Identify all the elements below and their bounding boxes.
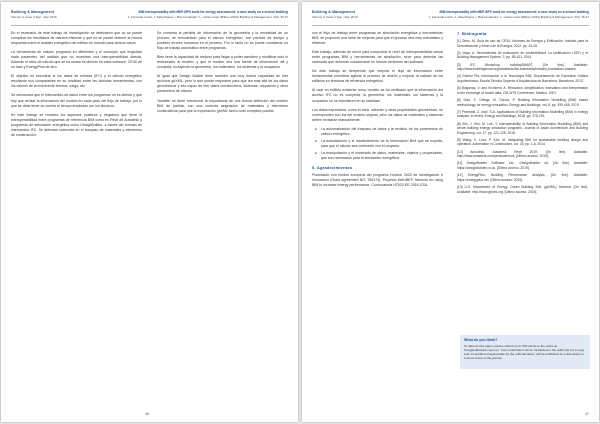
reference-item: [12] EnergyPlus, Building Performance Analysis, [On line]. Available: https://energyplus.net, [Último acceso: 2019]. xyxy=(457,173,588,182)
paragraph: Este trabajo, además de servir para comprobar el nivel de interoperabilidad actual entre programas BIM y herramientas de simulación, sirve para detectar las carencias que deberían solucionarse en futuras versiones del software. xyxy=(312,50,443,65)
paragraph: En el escenario de este trabajo de investigación se detectaron que no se puede comparar los resultados de manera eficiente y que no se puede obtener la misma respuesta sobre el análisis energético del edificio en estudio para ambos casos. xyxy=(11,31,142,46)
journal-volume: Volume 3, Issue 3 Sep - Dec 2019 xyxy=(11,15,57,19)
reference-item: [10] Autodesk, Autodesk Revit 2019, [On line]. Available: http://www.autodesk.com/products/revit, [Último acceso: 2019]. xyxy=(457,149,588,159)
reference-item: [2] Vega, A. Herramientas de evaluación de sostenibilidad: La certificación LEED y el Building Management System, 2, pp. 89-101, 2014. xyxy=(457,50,588,60)
list-item: ■ La actualización y el mantenimiento de la información BIM que se exporta, para que el cálculo sea coherente con el proyecto. xyxy=(318,139,443,149)
reference-item: [8] Kim, J. Kim, M. Lee, Y. Interoperability of Building Information Modelling (BIM) and whole building energy simulation programs, Journal of Asian Architecture and Building Engineering, vol. 17, pp. 121-128, 2018. xyxy=(457,121,588,135)
journal-volume: Volume 3, Issue 3 Sep - Dec 2019 xyxy=(312,15,358,19)
list-item: ■ La manipulación y el modelado de datos, materiales, objetos y propiedades, que son necesarios para la simulación energética. xyxy=(318,151,443,161)
paragraph: La herramienta de cálculo programa en diferentes y el concepto que engloban cada parámetro del análisis que no muestran una interoperabilidad directa. Además el valor de cálculo que se ha usado es distinto en cada software, CE3X de un lado y EnergyPlus de otro. xyxy=(11,50,142,70)
paragraph: con el flujo de trabajo entre programas de simulación energética y herramientas BIM, se proponen una serie de mejoras para que el proceso sea más automático y eficiente. xyxy=(312,31,443,46)
paragraph: Se demuestra que el intercambio de datos entre los programas no es directo y que hay que revisar la información del modelo en cada paso del flujo de trabajo, por lo que se debe tener en cuenta el tiempo empleado por los técnicos. xyxy=(11,93,142,108)
journal-name: Building & Management xyxy=(11,10,55,14)
acknowledgements-text: Financiado con fondos europeos del programa Horizon 2020 de investigación e innovación (Grant agreement NO. 754174). Proyecto NetUBEP, Network for using BIM to increase energy performance. Convocatoria H2020-EE-2016-CSA. xyxy=(312,173,443,188)
discussion-box-title: What do you think? xyxy=(464,338,498,342)
left-column-1 xyxy=(11,31,142,142)
reference-item: [5] Bazjanac, V. and Kiviniemi, A. Reduction, simplification, translation and interpretation in the exchange of model data, CIB W78 Conference, Maribor, 2007. xyxy=(457,86,588,95)
reference-item: [4] Gómez Pla, Introducción a la Tecnología BIM, Departamento de Expresión Gráfica Arquitectónica, Escola Tècnica Superior d'Arquitectura de Barcelona, Barcelona, 2013. xyxy=(457,74,588,83)
reference-item: [9] Wang, X. Love, P. Kim, M. Integrating BIM for sustainable building design and operation, Automation in Construction, vol. 34, pp. 1-8, 2014. xyxy=(457,137,588,147)
paragraph: Al igual que Design Builder tiene también una muy buena capacidad de leer archivos gbXML, pero lo que puede mejorarse para que lea más allá de los datos geométricos y sea capaz de leer datos constructivos, sistemas, ocupación y otros parámetros de cálculo. xyxy=(157,74,288,94)
left-page xyxy=(1,2,298,422)
left-column-2 xyxy=(157,31,288,118)
page-number-right: 47 xyxy=(585,412,589,416)
list-item: ■ La automatización del traspaso de datos y la revisión de los parámetros de cálculo energético. xyxy=(318,127,443,137)
reference-item: [11] DesignBuilder Software Ltd., DesignBuilder v6, [On line]. Available: https://designbuilder.co.uk, [Último acceso: 2019]. xyxy=(457,161,588,171)
section-heading-acknowledgements: 6. Agradecimientos xyxy=(312,164,353,170)
conclusion-list xyxy=(318,127,443,161)
discussion-box-text: To discuss this paper, please submit up to 500 words to the editor at bma@edificacion.upm.es. Your contribution will be forwarded to the author(s) for a reply and, if considered appropriate by the editorial panel, will be published as a discussion in a future issue of the journal. xyxy=(464,343,585,361)
right-page xyxy=(302,2,599,422)
article-title-header: BIM interoperability with MEP-BPS tools for energy assessment: a case study on a school building xyxy=(439,10,589,14)
discussion-box xyxy=(460,335,590,369)
article-title-header: BIM interoperability with MEP-BPS tools for energy assessment: a case study on a school building xyxy=(138,10,288,14)
paragraph: En este trabajo se muestra los aspectos positivos y negativos que tiene la interoperabilidad entre programas de referencia BIM como es Revit de Autodesk y programas de simulación energética como DesignBuilder, a través del formato de intercambio IFC. Se detectan carencias en el traspaso de materiales y elementos de construcción. xyxy=(11,112,142,137)
section-heading-references: 7. Bibliografía xyxy=(457,31,487,36)
reference-item: [6] Sola, S. Ortega, M. Ochoa, P. Building Information Modelling (BIM) based methodology for energy simulation, Energy and Buildings, vol. 8, pp. 399-408, 2019. xyxy=(457,97,588,107)
reference-item: [7] Pezeshki, Z. Ivari, S.A. Applications of Building Information Modelling (BIM) in energy analysis: a review, Energy and Buildings, 2018, pp. 278-291. xyxy=(457,109,588,119)
article-authors-header: J. Ferrando-Lorda, J. Sala-Pujana, I. Bas-Fernández, L. Lázaro-Juan (Bilbao (2019) Building & Management. 3(3): 36-47 xyxy=(428,15,589,19)
right-column-2 xyxy=(457,31,588,197)
page-number-left: 46 xyxy=(145,412,149,416)
paragraph: Bien tiene la capacidad de mejorar para llegar a poder transferir y modificar todo lo relacionado al modelo, y que el modelo sea una fuente de información útil y completa, incluyendo la geometría, los materiales, los sistemas y la ocupación. xyxy=(157,55,288,70)
paragraph: De este trabajo se desprende que mejorar el flujo de información entre herramientas permitiría agilizar el proceso de diseño y mejorar la calidad de los edificios en términos de eficiencia energética. xyxy=(312,69,443,84)
paragraph: También se debe mencionar la importancia de una buena definición del modelo BIM de partida, con una correcta asignación de materiales y elementos constructivos para que la exportación gbXML sea lo más completa posible. xyxy=(157,98,288,113)
right-column-1 xyxy=(312,31,443,192)
paragraph: Se comenta la pérdida de información de la geometría y la necesidad de un proceso de remodelado para el cálculo energético, con pérdida de tiempo y posibles errores humanos en el proceso. Por lo tanto no se puede considerar un flujo de trabajo automático entre programas. xyxy=(157,31,288,51)
paragraph: Al usar un edificio existente como modelo se ha verificado que la información del archivo IFC no es completa: la geometría, los materiales, los sistemas y la ocupación no se transfieren en su totalidad. xyxy=(312,88,443,103)
paragraph: El objetivo es encontrar si los datos de entrada (IFC) y el cálculo energético resultante son comparables en su totalidad entre las distintas herramientas, con los valores de la envolvente térmica, carga, etc. xyxy=(11,74,142,89)
running-header-right xyxy=(312,10,589,26)
reference-item: [1] Olmo, M. Guía de uso de CE3X, Informes de Energía y Edificación, Instituto para la Diversificación y Ahorro de la Energía, 2012, pp. 24-28. xyxy=(457,39,588,48)
reference-item: [3] IFC Workshop, buildingSMART, [On line]. Available: http://www.buildingsmart.org/standards/bsi-standards/industry-foundation-classes. xyxy=(457,62,588,72)
paragraph: Los datos exportados, como el área, volumen y otras propiedades geométricas, se corresponden con los del modelo original, pero los datos de materiales y sistemas deben revisarse manualmente. xyxy=(312,107,443,122)
reference-item: [13] U.S. Department of Energy, Green Building XML (gbXML) Schema, [On line]. Available: http://www.gbxml.org, [Último acceso: 2019]. xyxy=(457,185,588,194)
running-header-left xyxy=(11,10,288,26)
journal-name: Building & Management xyxy=(312,10,356,14)
article-authors-header: J. Ferrando-Lorda, J. Sala-Pujana, I. Bas-Fernández, L. Lázaro-Juan (Bilbao (2019) Building & Management. 3(3): 36-47 xyxy=(127,15,288,19)
